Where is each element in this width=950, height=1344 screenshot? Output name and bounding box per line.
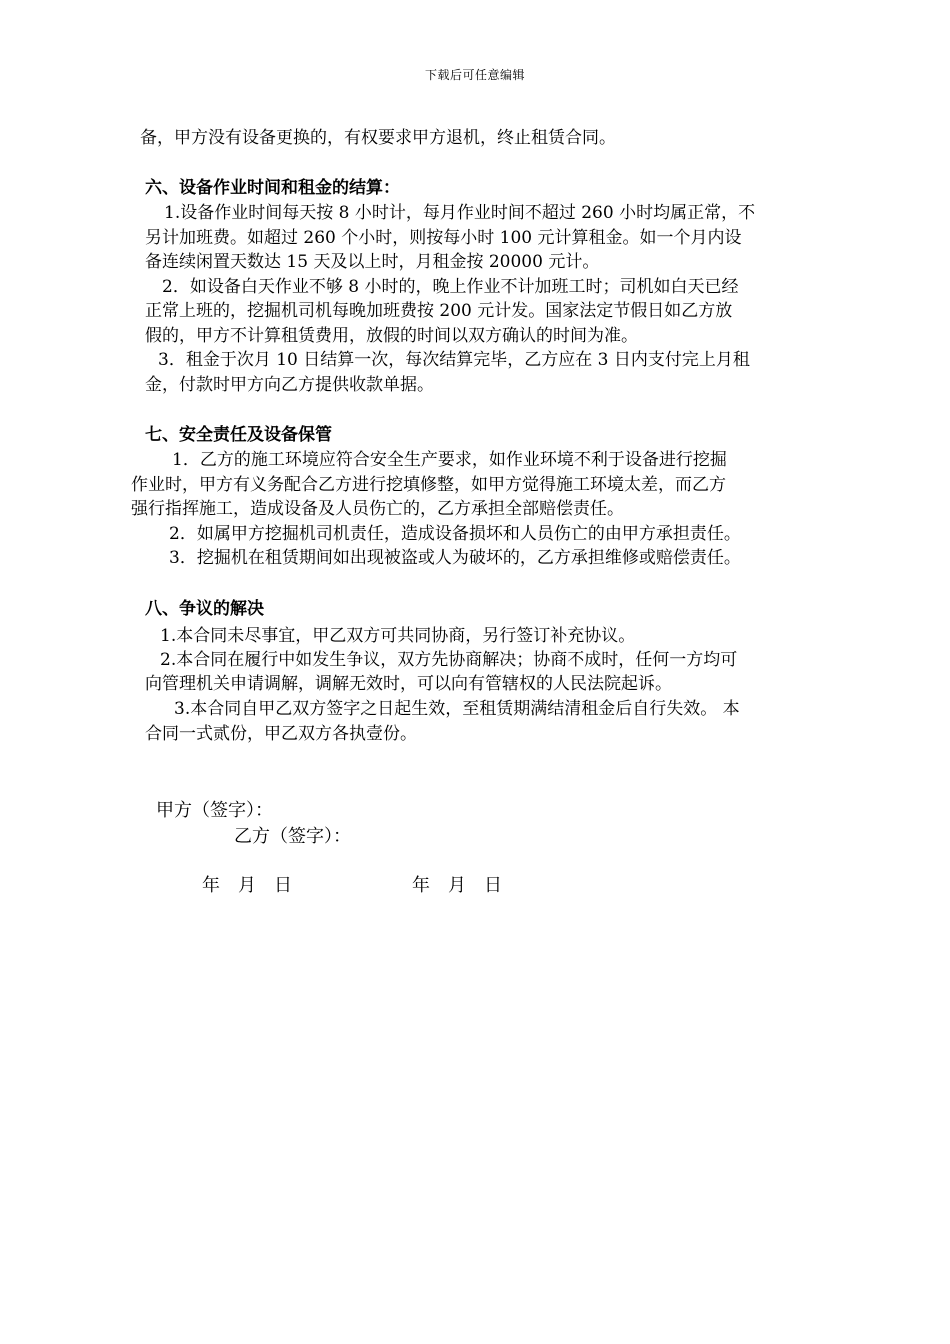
section-6-line: 正常上班的，挖掘机司机每晚加班费按 200 元计发。国家法定节假日如乙方放 [145,301,733,321]
section-7-line: 3．挖掘机在租赁期间如出现被盗或人为破坏的，乙方承担维修或赔偿责任。 [169,548,741,568]
intro-line: 备，甲方没有设备更换的，有权要求甲方退机，终止租赁合同。 [140,128,616,148]
section-6-line: 2．如设备白天作业不够 8 小时的，晚上作业不计加班工时；司机如白天已经 [162,277,739,297]
section-7-line: 强行指挥施工，造成设备及人员伤亡的，乙方承担全部赔偿责任。 [131,499,624,519]
section-6-line: 备连续闲置天数达 15 天及以上时，月租金按 20000 元计。 [145,252,600,272]
section-8-line: 3.本合同自甲乙双方签字之日起生效，至租赁期满结清租金后自行失效。 本 [174,699,740,719]
party-b-date: 年 月 日 [412,875,502,896]
section-8-title: 八、争议的解决 [145,599,264,619]
section-6-line: 1.设备作业时间每天按 8 小时计，每月作业时间不超过 260 小时均属正常，不 [164,203,756,223]
section-6-line: 3．租金于次月 10 日结算一次，每次结算完毕，乙方应在 3 日内支付完上月租 [158,350,750,370]
section-6-line: 另计加班费。如超过 260 个小时，则按每小时 100 元计算租金。如一个月内设 [145,228,742,248]
page-header: 下载后可任意编辑 [424,68,525,82]
section-8-line: 向管理机关申请调解，调解无效时，可以向有管辖权的人民法院起诉。 [145,674,672,694]
section-6-title: 六、设备作业时间和租金的结算： [145,178,400,198]
section-7-line: 1．乙方的施工环境应符合安全生产要求，如作业环境不利于设备进行挖掘 [172,450,727,470]
section-7-line: 2．如属甲方挖掘机司机责任，造成设备损坏和人员伤亡的由甲方承担责任。 [169,524,741,544]
section-7-title: 七、安全责任及设备保管 [145,425,332,445]
section-8-line: 1.本合同未尽事宜，甲乙双方可共同协商，另行签订补充协议。 [160,626,636,646]
section-7-line: 作业时，甲方有义务配合乙方进行挖填修整，如甲方觉得施工环境太差，而乙方 [131,475,726,495]
section-6-line: 假的，甲方不计算租赁费用，放假的时间以双方确认的时间为准。 [145,326,638,346]
section-6-line: 金，付款时甲方向乙方提供收款单据。 [145,375,434,395]
party-a-signature-label: 甲方（签字）： [156,800,273,821]
party-b-signature-label: 乙方（签字）： [234,826,351,847]
section-8-line: 合同一式贰份，甲乙双方各执壹份。 [145,724,417,744]
section-8-line: 2.本合同在履行中如发生争议，双方先协商解决；协商不成时，任何一方均可 [160,650,738,670]
party-a-date: 年 月 日 [202,875,292,896]
